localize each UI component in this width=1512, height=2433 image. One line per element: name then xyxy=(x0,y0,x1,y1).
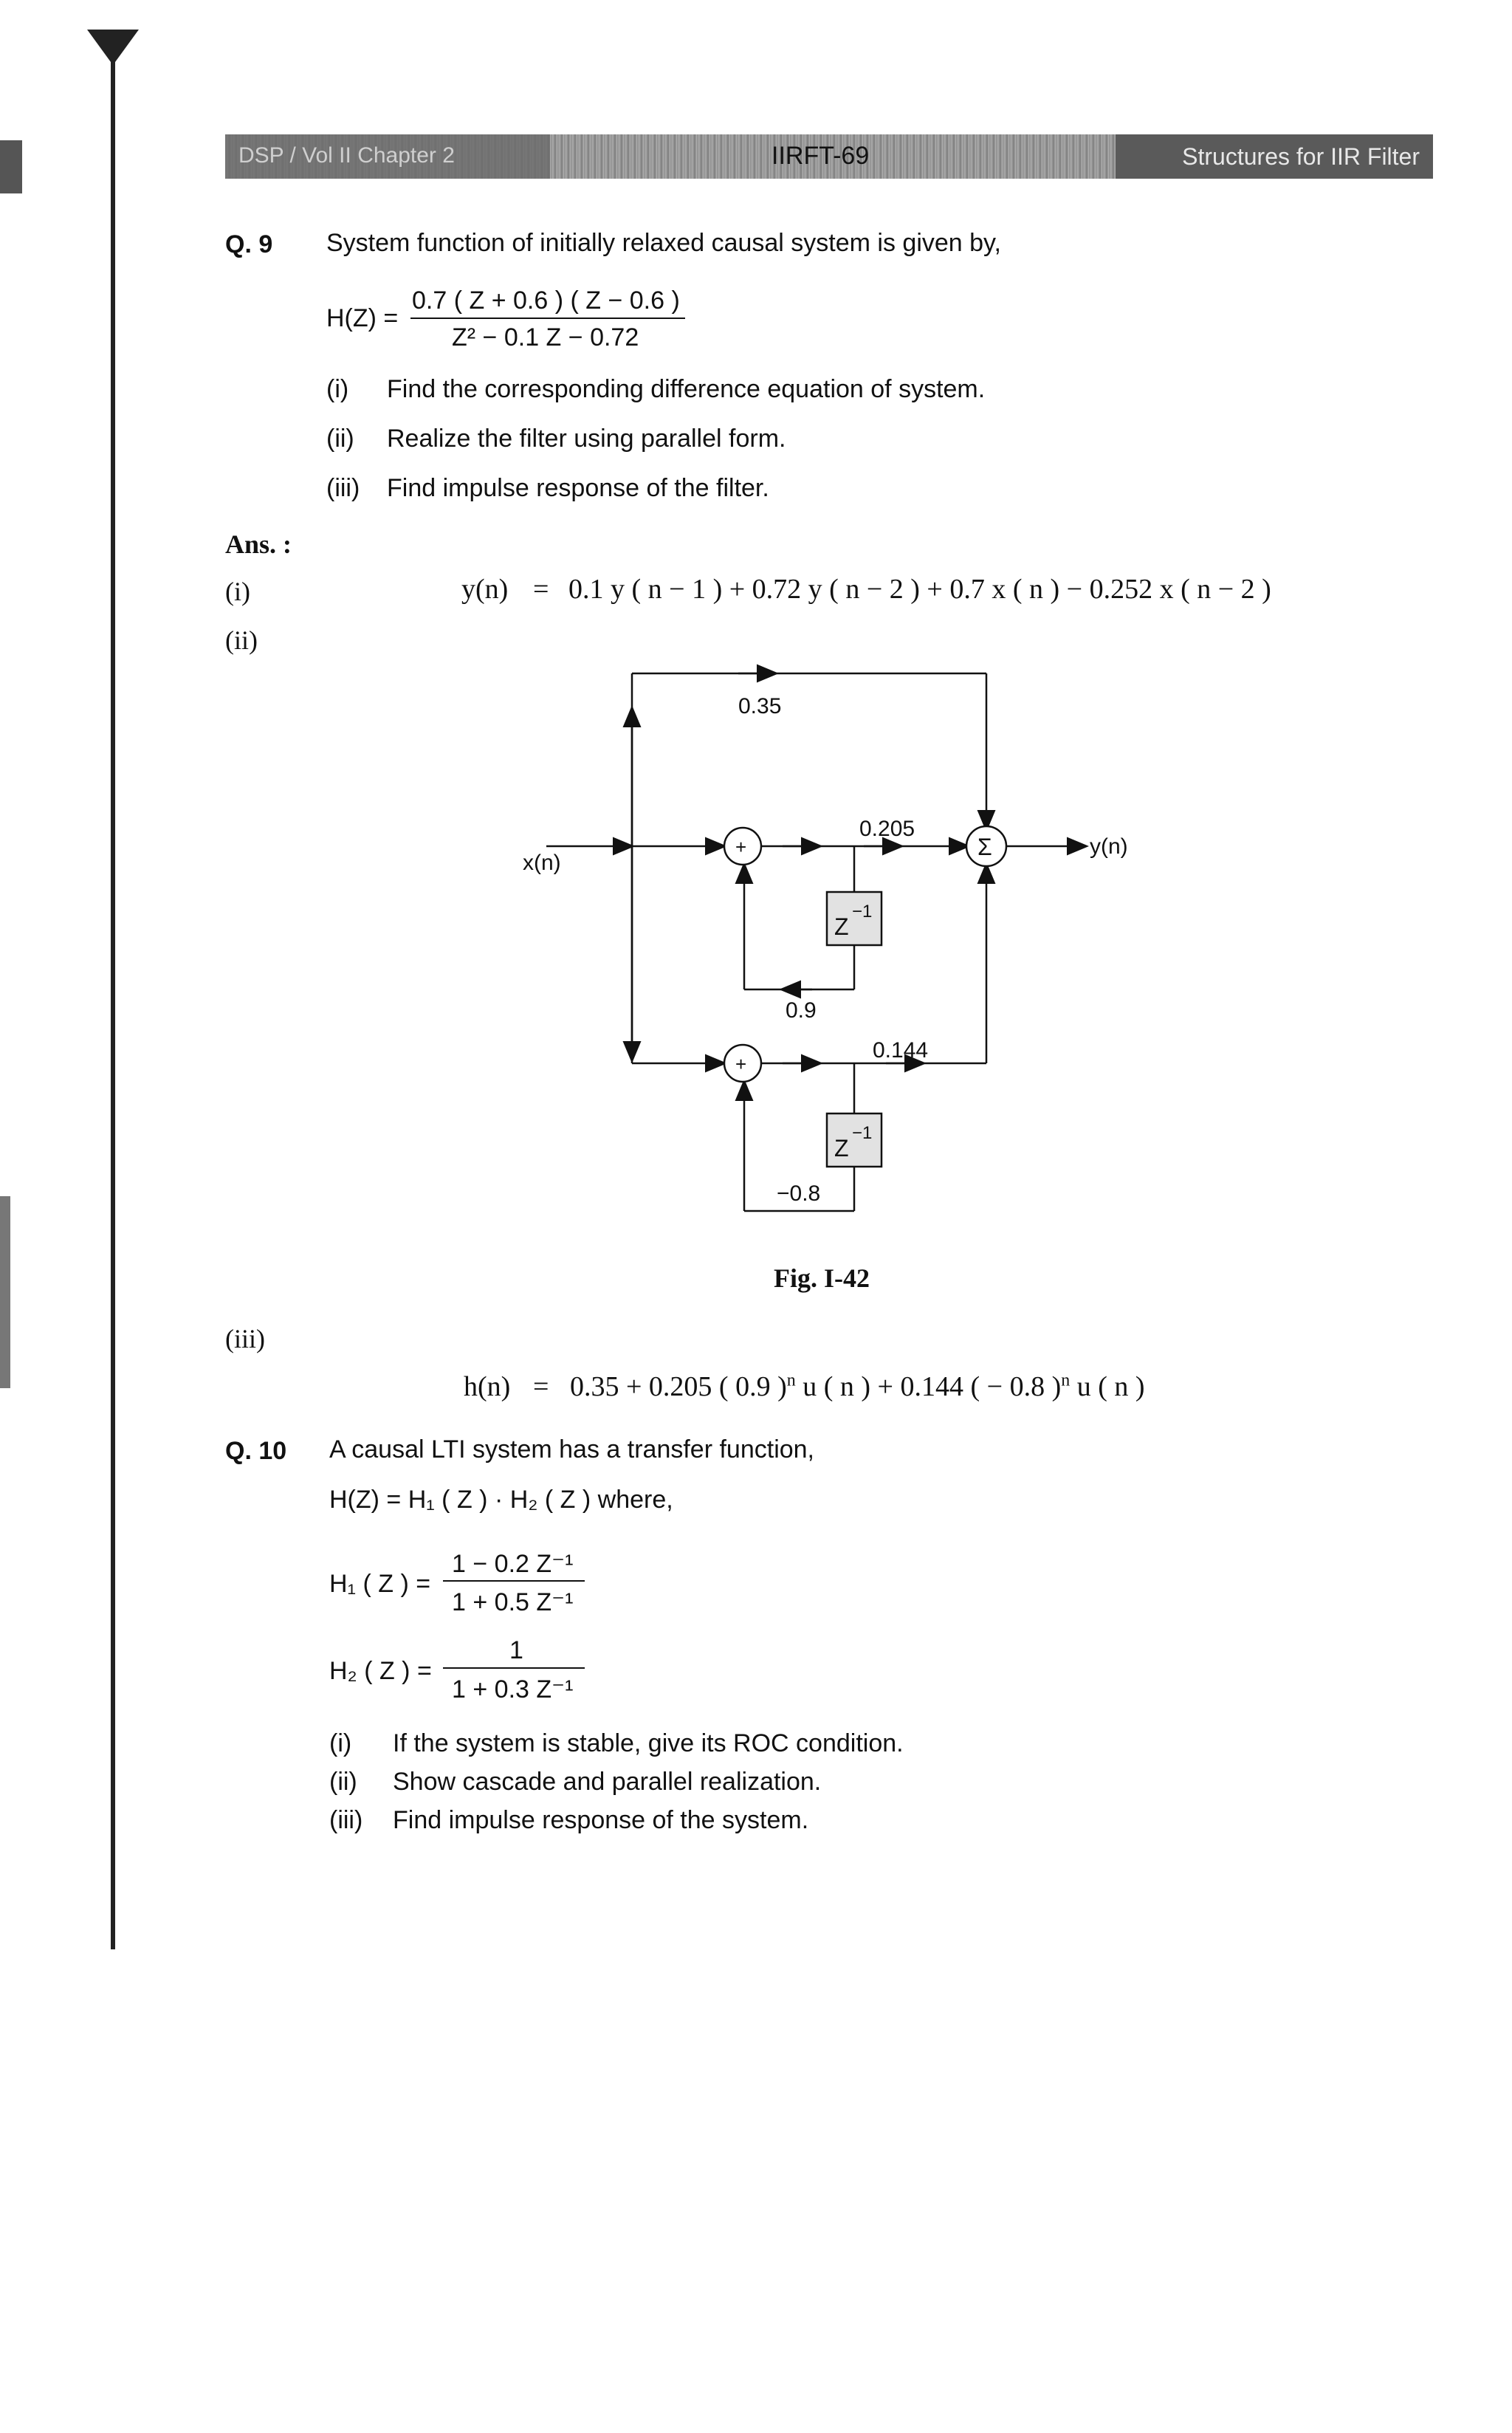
page-number: IIRFT-69 xyxy=(772,142,870,170)
part-label: (i) xyxy=(329,1729,352,1757)
header-chapter: DSP / Vol II Chapter 2 xyxy=(238,143,455,168)
equation-equals: = xyxy=(533,1371,549,1402)
header-section: Structures for IIR Filter xyxy=(1182,143,1420,170)
transfer-function-denominator: Z² − 0.1 Z − 0.72 xyxy=(452,323,639,351)
question-statement: A causal LTI system has a transfer function, xyxy=(329,1435,815,1463)
h1-denominator: 1 + 0.5 Z⁻¹ xyxy=(452,1588,574,1616)
part-text: Realize the filter using parallel form. xyxy=(387,425,786,453)
part-label: (ii) xyxy=(326,425,354,453)
fraction-bar xyxy=(443,1667,585,1669)
part-label: (ii) xyxy=(329,1768,357,1796)
part-label: (iii) xyxy=(326,474,360,502)
gain-label: 0.205 xyxy=(859,817,915,841)
part-label: (i) xyxy=(326,375,349,403)
delay-symbol: Z xyxy=(834,1135,849,1161)
delay-symbol: Z xyxy=(834,913,849,940)
part-text: Find impulse response of the filter. xyxy=(387,474,769,502)
h1-lhs: H₁ ( Z ) = xyxy=(329,1570,431,1598)
h2-denominator: 1 + 0.3 Z⁻¹ xyxy=(452,1675,574,1703)
delay-exponent: −1 xyxy=(852,1123,873,1143)
fraction-bar xyxy=(443,1580,585,1582)
summation-symbol: Σ xyxy=(977,834,992,860)
transfer-function-numerator: 0.7 ( Z + 0.6 ) ( Z − 0.6 ) xyxy=(412,286,680,315)
gain-label: 0.35 xyxy=(738,694,782,718)
question-statement: System function of initially relaxed causal system is given by, xyxy=(326,229,1001,257)
equation-lhs: y(n) xyxy=(461,574,509,605)
adder-symbol: + xyxy=(735,1053,747,1075)
equation-lhs: h(n) xyxy=(464,1371,511,1402)
transfer-function-lhs: H(Z) = xyxy=(326,304,399,332)
h1-numerator: 1 − 0.2 Z⁻¹ xyxy=(452,1550,574,1578)
input-label: x(n) xyxy=(523,851,561,875)
h2-lhs: H₂ ( Z ) = xyxy=(329,1657,432,1685)
transfer-function-product: H(Z) = H₁ ( Z ) · H₂ ( Z ) where, xyxy=(329,1486,673,1514)
output-label: y(n) xyxy=(1090,834,1128,859)
part-label: (iii) xyxy=(329,1806,363,1834)
part-text: Find the corresponding difference equation of system. xyxy=(387,375,986,403)
part-text: If the system is stable, give its ROC condition. xyxy=(393,1729,904,1757)
equation-equals: = xyxy=(533,574,549,605)
gain-label: 0.144 xyxy=(873,1038,929,1063)
gain-label: −0.8 xyxy=(777,1181,821,1206)
difference-equation: 0.1 y ( n − 1 ) + 0.72 y ( n − 2 ) + 0.7 x ( n ) − 0.252 x ( n − 2 ) xyxy=(568,574,1271,605)
answer-part-label: (ii) xyxy=(225,625,258,655)
figure-caption: Fig. I-42 xyxy=(774,1263,870,1293)
part-text: Show cascade and parallel realization. xyxy=(393,1768,822,1796)
question-number: Q. 10 xyxy=(225,1437,287,1465)
answer-heading: Ans. : xyxy=(225,529,292,559)
impulse-response-equation: 0.35 + 0.205 ( 0.9 )$^n$ u ( n ) + 0.144 ( − 0.8 )$^n$ u ( n ) xyxy=(570,1370,1145,1402)
delay-exponent: −1 xyxy=(852,902,873,922)
answer-part-label: (i) xyxy=(225,577,250,606)
adder-symbol: + xyxy=(735,836,747,858)
part-text: Find impulse response of the system. xyxy=(393,1806,809,1834)
h2-numerator: 1 xyxy=(509,1636,523,1664)
answer-part-label: (iii) xyxy=(225,1324,265,1353)
question-number: Q. 9 xyxy=(225,230,273,258)
gain-label: 0.9 xyxy=(786,998,817,1023)
